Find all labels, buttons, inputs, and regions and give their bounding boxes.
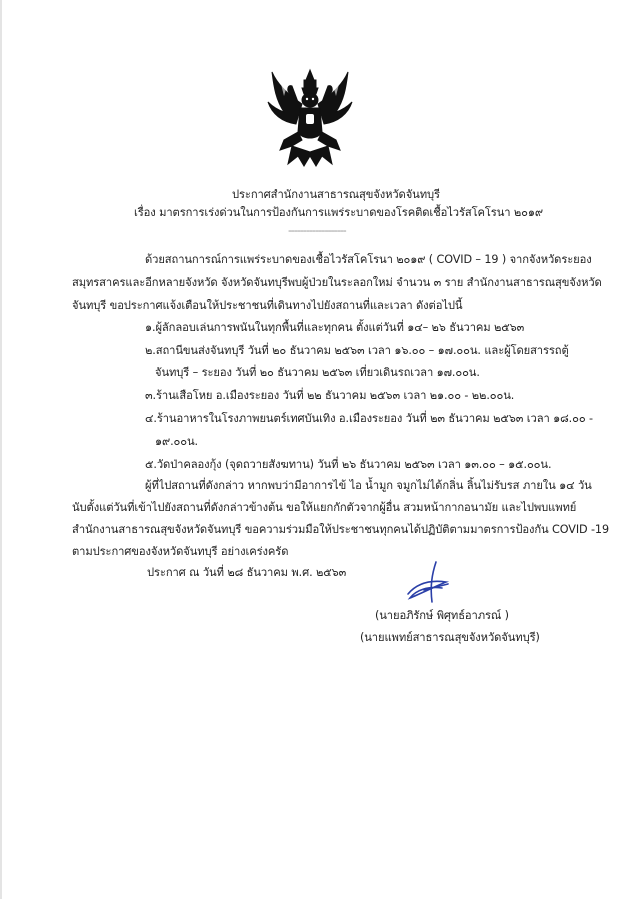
list-item-2: ๒.สถานีขนส่งจันทบุรี วันที่ ๒๐ ธันวาคม ๒๕๖๓ เวลา ๑๖.๐๐ – ๑๗.๐๐น. และผู้โดยสารรถตู้ xyxy=(145,344,569,357)
issuer-heading: ประกาศสำนักงานสาธารณสุขจังหวัดจันทบุรี xyxy=(232,188,440,201)
garuda-emblem-icon xyxy=(262,66,358,170)
advice-line: ตามประกาศของจังหวัดจันทบุรี อย่างเคร่งครัด xyxy=(72,545,289,558)
page-edge xyxy=(0,0,2,899)
heading-separator: ------------------- xyxy=(288,224,346,237)
list-item-4-cont: ๑๙.๐๐น. xyxy=(155,435,199,448)
list-item-5: ๕.วัดป่าคลองกุ้ง (จุดถวายสังฆทาน) วันที่ ๒๖ ธันวาคม ๒๕๖๓ เวลา ๑๓.๐๐ – ๑๕.๐๐น. xyxy=(145,458,552,471)
list-item-4: ๔.ร้านอาหารในโรงภาพยนตร์เทศบันเทิง อ.เมืองระยอง วันที่ ๒๓ ธันวาคม ๒๕๖๓ เวลา ๑๘.๐๐ - xyxy=(145,412,593,425)
list-item-1: ๑.ผู้ลักลอบเล่นการพนันในทุกพื้นที่และทุกคน ตั้งแต่วันที่ ๑๔– ๒๖ ธันวาคม ๒๕๖๓ xyxy=(145,321,525,334)
signatory-name: (นายอภิรักษ์ พิศุทธ์อาภรณ์ ) xyxy=(375,609,509,622)
subject-heading: เรื่อง มาตรการเร่งด่วนในการป้องกันการแพร่ระบาดของโรคติดเชื้อไวรัสโคโรนา ๒๐๑๙ xyxy=(134,206,544,219)
signature-icon xyxy=(402,560,458,604)
intro-line: ด้วยสถานการณ์การแพร่ระบาดของเชื้อไวรัสโคโรนา ๒๐๑๙ ( COVID – 19 ) จากจังหวัดระยอง xyxy=(145,253,592,266)
advice-line: สำนักงานสาธารณสุขจังหวัดจันทบุรี ขอความร่วมมือให้ประชาชนทุกคนได้ปฏิบัติตามมาตรการป้องกัน COVID -19 xyxy=(72,523,609,536)
list-item-2-cont: จันทบุรี – ระยอง วันที่ ๒๐ ธันวาคม ๒๕๖๓ เที่ยวเดินรถเวลา ๑๗.๐๐น. xyxy=(155,366,480,379)
intro-line: สมุทรสาครและอีกหลายจังหวัด จังหวัดจันทบุรีพบผู้ป่วยในระลอกใหม่ จำนวน ๓ ราย สำนักงานสาธารณสุขจังหวัด xyxy=(72,276,602,289)
advice-line: ผู้ที่ไปสถานที่ดังกล่าว หากพบว่ามีอาการไข้ ไอ น้ำมูก จมูกไม่ได้กลิ่น ลิ้นไม่รับรส ภายใน ๑๔ วัน xyxy=(145,479,592,492)
intro-line: จันทบุรี ขอประกาศแจ้งเตือนให้ประชาชนที่เดินทางไปยังสถานที่และเวลา ดังต่อไปนี้ xyxy=(72,299,463,312)
date-line: ประกาศ ณ วันที่ ๒๘ ธันวาคม พ.ศ. ๒๕๖๓ xyxy=(147,566,347,579)
list-item-3: ๓.ร้านเสือโหย อ.เมืองระยอง วันที่ ๒๒ ธันวาคม ๒๕๖๓ เวลา ๒๑.๐๐ - ๒๒.๐๐น. xyxy=(145,389,515,402)
signatory-title: (นายแพทย์สาธารณสุขจังหวัดจันทบุรี) xyxy=(360,631,540,644)
advice-line: นับตั้งแต่วันที่เข้าไปยังสถานที่ดังกล่าวข้างต้น ขอให้แยกกักตัวจากผู้อื่น สวมหน้ากากอนามัย และไปพบแพทย์ xyxy=(72,501,577,514)
